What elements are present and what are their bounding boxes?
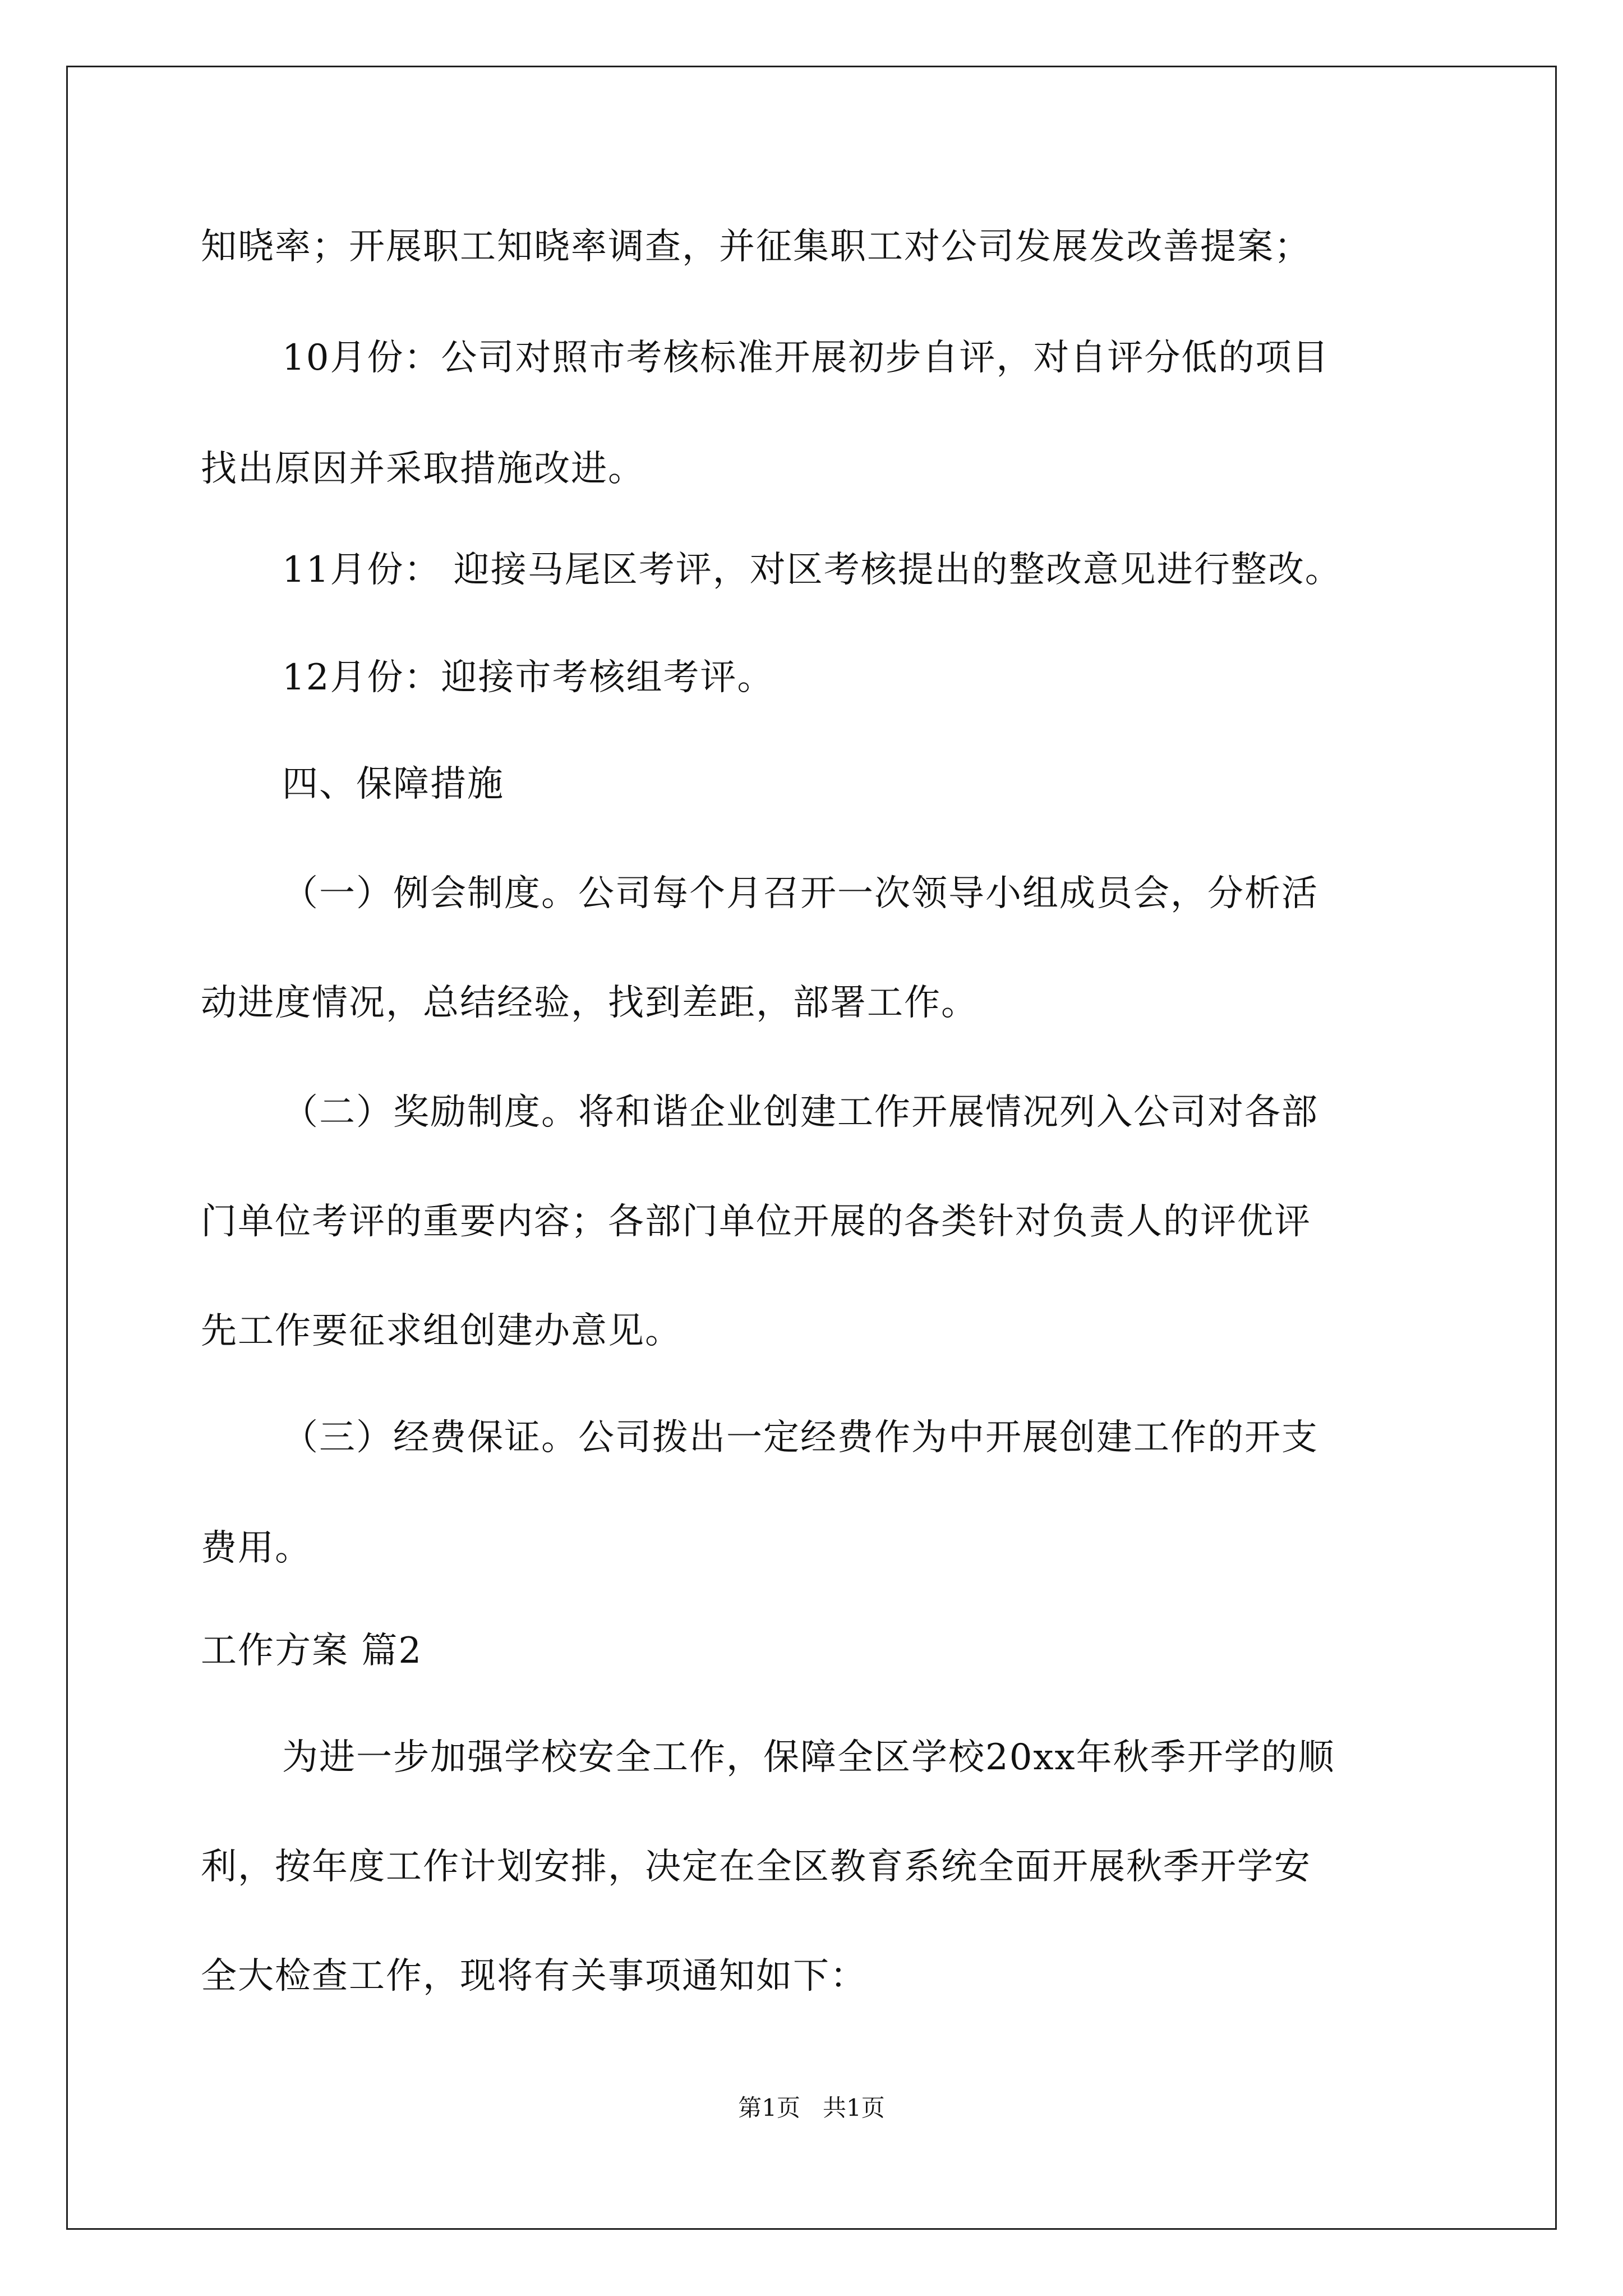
- paragraph-line: 找出原因并采取措施改进。: [201, 448, 645, 490]
- paragraph-line: 先工作要征求组创建办意见。: [201, 1310, 682, 1352]
- paragraph-line: 11月份： 迎接马尾区考评，对区考核提出的整改意见进行整改。: [282, 549, 1342, 591]
- paragraph-line: 费用。: [201, 1527, 312, 1569]
- paragraph-line: 12月份：迎接市考核组考评。: [282, 657, 774, 698]
- paragraph-line: 10月份：公司对照市考核标准开展初步自评，对自评分低的项目: [282, 337, 1330, 379]
- paragraph-line: 知晓率；开展职工知晓率调查，并征集职工对公司发展发改善提案；: [201, 226, 1311, 268]
- paragraph-line: 利，按年度工作计划安排，决定在全区教育系统全面开展秋季开学安: [201, 1846, 1311, 1888]
- paragraph-line: （三）经费保证。公司拨出一定经费作为中开展创建工作的开支: [282, 1417, 1318, 1458]
- paragraph-line: 全大检查工作，现将有关事项通知如下：: [201, 1955, 867, 1997]
- paragraph-line: 门单位考评的重要内容；各部门单位开展的各类针对负责人的评优评: [201, 1201, 1311, 1243]
- page-number: 第1页 共1页: [738, 2094, 885, 2122]
- paragraph-line: 动进度情况，总结经验，找到差距，部署工作。: [201, 982, 978, 1024]
- page-border: [66, 66, 1557, 2230]
- section-heading: 四、保障措施: [282, 763, 504, 805]
- section-title: 工作方案 篇2: [201, 1630, 423, 1672]
- paragraph-line: 为进一步加强学校安全工作，保障全区学校20xx年秋季开学的顺: [282, 1737, 1335, 1778]
- paragraph-line: （一）例会制度。公司每个月召开一次领导小组成员会，分析活: [282, 873, 1318, 914]
- paragraph-line: （二）奖励制度。将和谐企业创建工作开展情况列入公司对各部: [282, 1092, 1318, 1133]
